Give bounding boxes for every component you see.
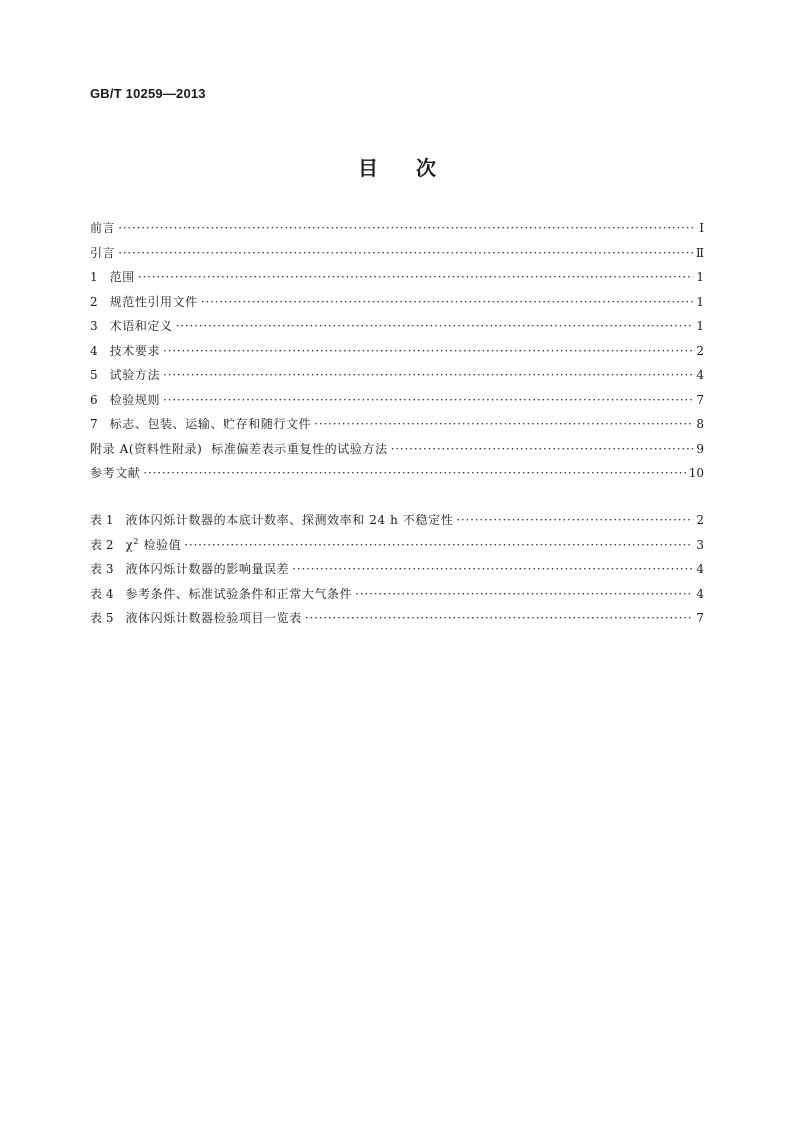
toc-entry-title: 液体闪烁计数器的本底计数率、探测效率和 24 h 不稳定性 <box>125 513 454 527</box>
toc-entry-section-5[interactable] <box>90 363 704 388</box>
dot-leader <box>163 388 693 413</box>
toc-entry-title: 液体闪烁计数器检验项目一览表 <box>125 611 302 625</box>
dot-leader <box>201 290 694 315</box>
document-id: GB/T 10259—2013 <box>90 86 206 101</box>
toc-entry-page: 9 <box>696 441 704 456</box>
toc-entry-number: 3 <box>90 319 98 333</box>
dot-leader <box>118 216 696 241</box>
toc-entry-title: 规范性引用文件 <box>109 294 198 309</box>
toc-tables <box>90 508 704 631</box>
toc-entry-bibliography[interactable] <box>90 461 704 486</box>
toc-entry-page: 8 <box>696 417 704 431</box>
dot-leader <box>138 265 694 290</box>
toc-entry-page: 2 <box>696 513 704 527</box>
toc-entry-annex-a[interactable] <box>90 437 704 462</box>
toc-entry-page: Ⅰ <box>699 221 704 235</box>
toc-entry-title: 术语和定义 <box>109 319 173 333</box>
toc-entry-page: 4 <box>696 368 704 382</box>
toc-entry-page: 7 <box>696 611 704 625</box>
toc-entry-number: 表 2 <box>90 537 114 552</box>
toc-entry-section-7[interactable] <box>90 412 704 437</box>
chi-symbol: χ <box>125 537 134 552</box>
toc-entry-page: 1 <box>696 270 704 284</box>
toc-entry-title: 检验规则 <box>109 392 161 407</box>
dot-leader <box>456 508 693 533</box>
toc-entry-number: 2 <box>90 294 98 309</box>
toc-entry-title: 参考条件、标准试验条件和正常大气条件 <box>125 586 353 601</box>
page-title: 目次 <box>358 156 474 180</box>
toc-entry-number: 7 <box>90 417 98 431</box>
dot-leader <box>143 461 685 486</box>
toc-entry-title: 范围 <box>109 270 135 284</box>
toc-entry-page: 3 <box>696 537 704 552</box>
toc-entry-title: 标志、包装、运输、贮存和随行文件 <box>109 417 312 431</box>
toc-entry-title <box>125 533 181 558</box>
toc-entry-title-rest: 检验值 <box>139 537 182 552</box>
toc-entry-title: 技术要求 <box>109 343 161 358</box>
toc-entry-page: 2 <box>696 343 704 358</box>
toc-entry-number: 1 <box>90 270 98 284</box>
toc-entry-section-2[interactable] <box>90 290 704 315</box>
dot-leader <box>391 437 694 462</box>
toc-entry-page: 4 <box>696 586 704 601</box>
dot-leader <box>355 582 693 607</box>
toc-entry-page: 1 <box>696 319 704 333</box>
toc-entry-page: Ⅱ <box>695 245 704 260</box>
toc-entry-table-4[interactable] <box>90 582 704 607</box>
toc-entry-number: 表 4 <box>90 586 114 601</box>
toc-entry-foreword[interactable] <box>90 216 704 241</box>
toc-entry-section-3[interactable] <box>90 314 704 339</box>
toc-entry-title: 参考文献 <box>90 466 141 480</box>
toc-entry-page: 7 <box>696 392 704 407</box>
superscript: 2 <box>133 536 140 546</box>
toc-entry-table-5[interactable] <box>90 606 704 631</box>
toc-entry-section-4[interactable] <box>90 339 704 364</box>
toc-entry-section-6[interactable] <box>90 388 704 413</box>
toc-entry-number: 表 1 <box>90 513 114 527</box>
toc-entry-title: 附录 A(资料性附录) 标准偏差表示重复性的试验方法 <box>90 441 388 456</box>
toc-entry-table-3[interactable] <box>90 557 704 582</box>
toc-entry-page: 4 <box>696 562 704 576</box>
toc-entry-number: 4 <box>90 343 98 358</box>
toc-entry-title: 前言 <box>90 221 116 235</box>
toc-entry-number: 表 3 <box>90 562 114 576</box>
dot-leader <box>163 339 693 364</box>
toc-entry-number: 表 5 <box>90 611 114 625</box>
toc-entry-number: 6 <box>90 392 98 407</box>
dot-leader <box>163 363 693 388</box>
toc-sections <box>90 216 704 486</box>
toc-entry-introduction[interactable] <box>90 241 704 266</box>
dot-leader <box>118 241 693 266</box>
dot-leader <box>305 606 694 631</box>
toc-entry-table-1[interactable] <box>90 508 704 533</box>
dot-leader <box>292 557 693 582</box>
toc-entry-table-2[interactable] <box>90 533 704 558</box>
toc-entry-title: 试验方法 <box>109 368 161 382</box>
toc-entry-page: 1 <box>696 294 704 309</box>
toc-entry-page: 10 <box>688 466 704 480</box>
toc-entry-number: 5 <box>90 368 98 382</box>
dot-leader <box>314 412 693 437</box>
dot-leader <box>176 314 694 339</box>
toc-entry-title: 液体闪烁计数器的影响量误差 <box>125 562 290 576</box>
toc-entry-section-1[interactable] <box>90 265 704 290</box>
toc-entry-title: 引言 <box>90 245 116 260</box>
dot-leader <box>184 533 693 558</box>
